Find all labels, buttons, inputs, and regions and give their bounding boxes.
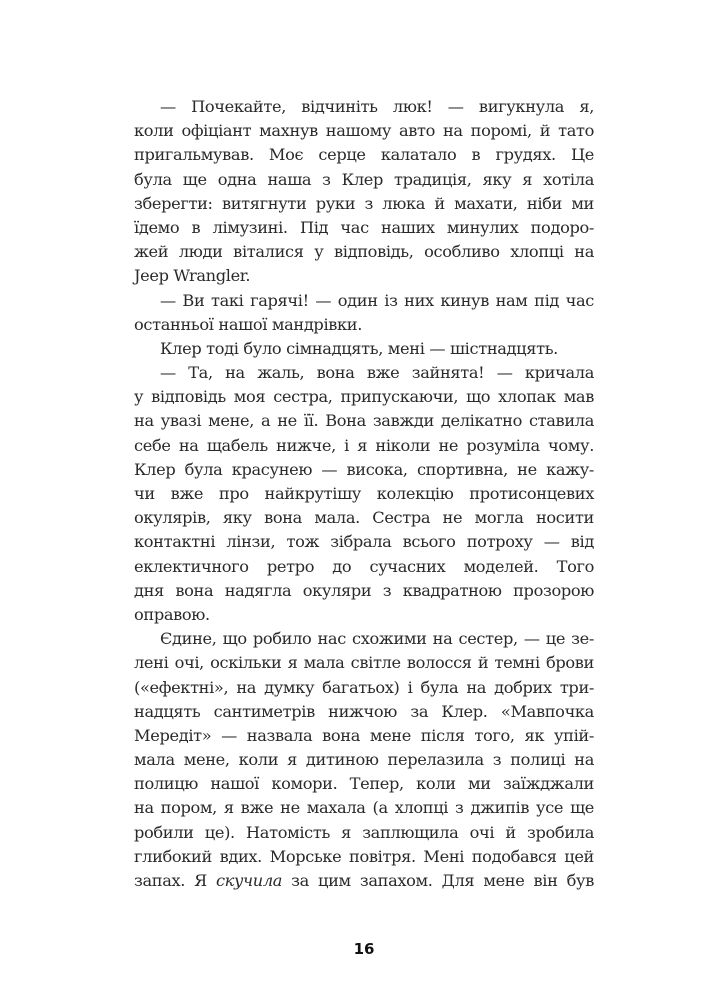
text-line: жей люди віталися у відповідь, особливо хлопці на bbox=[134, 242, 594, 262]
text-line: надцять сантиметрів нижчою за Клер. «Мавпочка bbox=[134, 701, 594, 721]
page-number: 16 bbox=[353, 940, 375, 958]
text-line: («ефектні», на думку багатьох) і була на добрих три- bbox=[134, 677, 594, 697]
body-text bbox=[134, 95, 594, 869]
text-line: еклектичного ретро до сучасних моделей. Того bbox=[134, 556, 594, 576]
text-line: контактні лінзи, тож зібрала всього потроху — від bbox=[134, 532, 594, 552]
text-line: мала мене, коли я дитиною перелазила з полиці на bbox=[134, 750, 594, 770]
text-line: окулярів, яку вона мала. Сестра не могла носити bbox=[134, 508, 594, 528]
text-line: зберегти: витягнути руки з люка й махати, ніби ми bbox=[134, 193, 594, 213]
text-line: чи вже про найкрутішу колекцію протисонцевих bbox=[134, 484, 594, 503]
text-line: у відповідь моя сестра, припускаючи, що хлопак мав bbox=[134, 387, 594, 407]
text-line: пригальмував. Моє серце калатало в грудях. Це bbox=[134, 145, 594, 165]
text-line: на пором, я вже не махала (а хлопці з джипів усе ще bbox=[134, 798, 594, 818]
text-line: Jeep Wrangler. bbox=[134, 266, 251, 286]
text-line: Єдине, що робило нас схожими на сестер, — це зе- bbox=[160, 629, 594, 649]
text-line: лені очі, оскільки я мала світле волосся й темні брови bbox=[134, 653, 594, 673]
text-line: коли офіціант махнув нашому авто на поромі, й тато bbox=[134, 121, 594, 141]
text-line: останньої нашої мандрівки. bbox=[134, 314, 363, 334]
text-line: на увазі мене, а не її. Вона завжди делікатно ставила bbox=[134, 411, 594, 431]
final-line bbox=[134, 869, 594, 893]
text-line: Мередіт» — назвала вона мене після того, як упій- bbox=[134, 725, 594, 745]
text-line: їдемо в лімузині. Під час наших минулих подоро- bbox=[134, 217, 594, 237]
text-line: оправою. bbox=[134, 604, 210, 624]
text-line: дня вона надягла окуляри з квадратною прозорою bbox=[134, 580, 594, 600]
text-line: Клер тоді було сімнадцять, мені — шістнадцять. bbox=[160, 338, 558, 358]
text-line: робили це). Натомість я заплющила очі й зробила bbox=[134, 822, 594, 842]
text-line: себе на щабель нижче, і я ніколи не розуміла чому. bbox=[134, 435, 594, 455]
text-line: — Ви такі гарячі! — один із них кинув нам під час bbox=[160, 290, 594, 310]
final-line-italic: скучила bbox=[215, 871, 283, 891]
text-line: — Та, на жаль, вона вже зайнята! — кричала bbox=[160, 363, 594, 383]
final-line-before: запах. Я bbox=[134, 871, 216, 891]
text-line: була ще одна наша з Клер традиція, яку я хотіла bbox=[134, 169, 594, 189]
final-line-after: за цим запахом. Для мене він був bbox=[282, 871, 594, 891]
text-line: — Почекайте, відчиніть люк! — вигукнула я, bbox=[160, 97, 594, 116]
text-line: глибокий вдих. Морське повітря. Мені подобався цей bbox=[134, 846, 594, 866]
text-line: полицю нашої комори. Тепер, коли ми заїжджали bbox=[134, 774, 594, 794]
text-line: Клер була красунею — висока, спортивна, не кажу- bbox=[134, 459, 594, 479]
